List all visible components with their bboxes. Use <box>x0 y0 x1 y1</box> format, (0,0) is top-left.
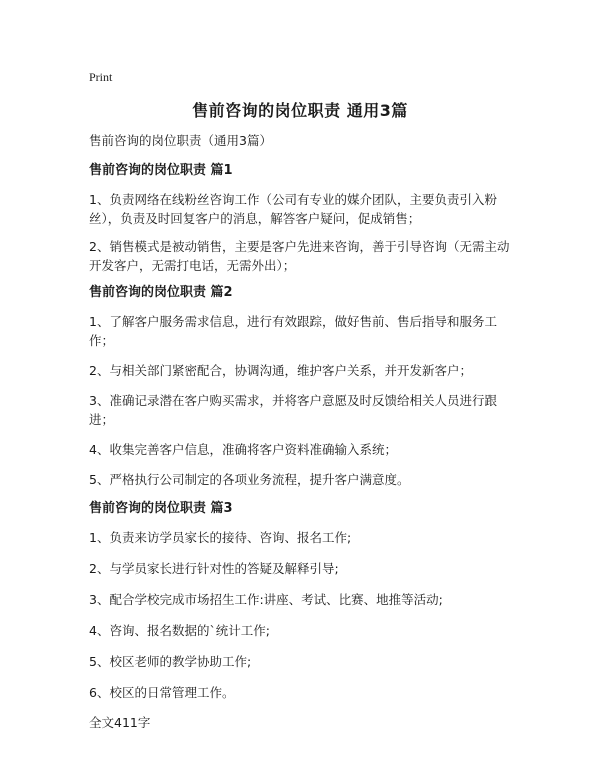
list-item: 5、校区老师的教学协助工作; <box>89 654 252 669</box>
document-body <box>89 132 519 745</box>
list-item: 6、校区的日常管理工作。 <box>89 685 235 700</box>
word-count: 全文411字 <box>89 715 151 730</box>
list-item: 2、与学员家长进行针对性的答疑及解释引导; <box>89 561 339 576</box>
section-1 <box>89 162 519 275</box>
page-title: 售前咨询的岗位职责 通用3篇 <box>192 101 408 120</box>
list-item: 5、严格执行公司制定的各项业务流程，提升客户满意度。 <box>89 472 410 487</box>
list-item: 3、准确记录潜在客户购买需求，并将客户意愿及时反馈给相关人员进行跟进； <box>89 393 497 427</box>
list-item: 1、了解客户服务需求信息，进行有效跟踪，做好售前、售后指导和服务工作； <box>89 314 497 348</box>
list-item: 4、收集完善客户信息，准确将客户资料准确输入系统； <box>89 442 397 457</box>
print-link[interactable]: Print <box>89 70 113 84</box>
list-item: 3、配合学校完成市场招生工作:讲座、考试、比赛、地推等活动; <box>89 592 443 607</box>
list-item: 1、负责网络在线粉丝咨询工作（公司有专业的媒介团队，主要负责引入粉丝），负责及时回复客户的消息，解答客户疑问，促成销售； <box>89 192 497 226</box>
list-item: 2、销售模式是被动销售，主要是客户先进来咨询，善于引导咨询（无需主动开发客户，无需打电话，无需外出）； <box>89 239 510 273</box>
list-item: 4、咨询、报名数据的`统计工作; <box>89 623 270 638</box>
section-2 <box>89 284 519 489</box>
list-item: 1、负责来访学员家长的接待、咨询、报名工作; <box>89 530 352 545</box>
list-item: 2、与相关部门紧密配合，协调沟通，维护客户关系，并开发新客户； <box>89 363 472 378</box>
section-heading: 售前咨询的岗位职责 篇1 <box>89 163 233 178</box>
section-heading: 售前咨询的岗位职责 篇2 <box>89 285 233 300</box>
section-3 <box>89 500 519 702</box>
document-subtitle: 售前咨询的岗位职责（通用3篇） <box>89 133 272 148</box>
section-heading: 售前咨询的岗位职责 篇3 <box>89 501 233 516</box>
